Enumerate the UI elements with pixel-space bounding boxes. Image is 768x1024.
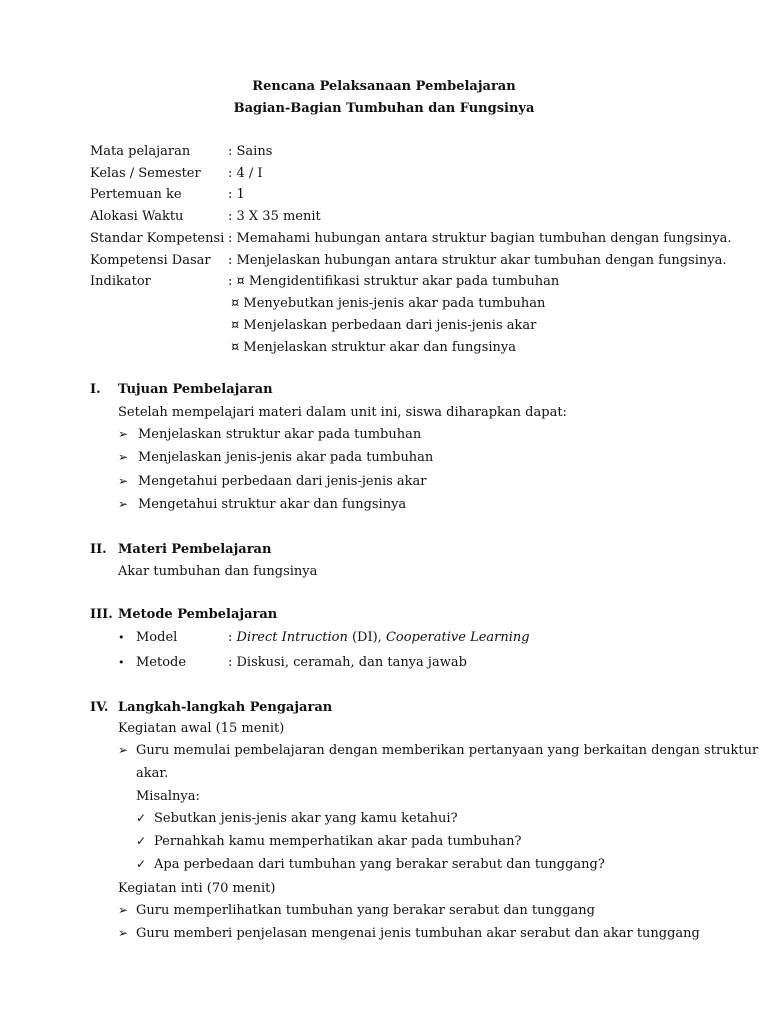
- list-item: [118, 926, 700, 942]
- list-item-text: Menjelaskan struktur akar pada tumbuhan: [138, 427, 422, 442]
- question-item: [136, 857, 605, 873]
- bullet-dot-icon: [118, 630, 125, 646]
- value-alokasi-waktu: : 3 X 35 menit: [228, 209, 321, 224]
- section-text: Akar tumbuhan dan fungsinya: [118, 564, 318, 579]
- question-item: [136, 834, 521, 850]
- checkmark-icon: ✓: [136, 857, 147, 871]
- section-heading: Tujuan Pembelajaran: [118, 382, 273, 397]
- document-subtitle: Bagian-Bagian Tumbuhan dan Fungsinya: [233, 101, 535, 116]
- arrow-bullet-icon: ➢: [118, 743, 129, 757]
- section-heading: Materi Pembelajaran: [118, 542, 272, 557]
- list-item-text: Mengetahui perbedaan dari jenis-jenis akar: [138, 474, 427, 489]
- list-item-text: Guru memulai pembelajaran dengan memberikan pertanyaan yang berkaitan dengan struktur: [136, 743, 759, 758]
- question-text: Apa perbedaan dari tumbuhan yang berakar serabut dan tunggang?: [154, 857, 605, 872]
- model-name-di: Direct Intruction: [236, 630, 348, 645]
- question-text: Pernahkah kamu memperhatikan akar pada tumbuhan?: [154, 834, 522, 849]
- arrow-bullet-icon: ➢: [118, 474, 129, 488]
- method-label-model: Model: [136, 630, 178, 645]
- indikator-item: : ¤ Mengidentifikasi struktur akar pada tumbuhan: [228, 274, 560, 289]
- bullet-dot-icon: [118, 655, 125, 671]
- model-name-cooperative: Cooperative Learning: [385, 630, 530, 645]
- section-number: III.: [90, 607, 113, 622]
- arrow-bullet-icon: ➢: [118, 427, 129, 441]
- label-pertemuan: Pertemuan ke: [90, 187, 182, 202]
- value-kompetensi-dasar: : Menjelaskan hubungan antara struktur akar tumbuhan dengan fungsinya.: [228, 253, 727, 268]
- label-indikator: Indikator: [90, 274, 151, 289]
- list-item: [118, 427, 421, 443]
- method-label-metode: Metode: [136, 655, 187, 670]
- section-heading: Langkah-langkah Pengajaran: [118, 700, 333, 715]
- misalnya-label: Misalnya:: [136, 789, 200, 804]
- label-standar-kompetensi: Standar Kompetensi: [90, 231, 225, 246]
- value-standar-kompetensi: : Memahami hubungan antara struktur bagian tumbuhan dengan fungsinya.: [228, 231, 732, 246]
- method-value-metode: : Diskusi, ceramah, dan tanya jawab: [228, 655, 467, 670]
- colon: :: [228, 630, 237, 645]
- question-text: Sebutkan jenis-jenis akar yang kamu ketahui?: [154, 811, 458, 826]
- indikator-item: ¤ Menjelaskan perbedaan dari jenis-jenis akar: [231, 318, 537, 333]
- label-alokasi-waktu: Alokasi Waktu: [90, 209, 184, 224]
- list-item-text: Guru memberi penjelasan mengenai jenis tumbuhan akar serabut dan akar tunggang: [136, 926, 700, 941]
- kegiatan-awal-title: Kegiatan awal (15 menit): [118, 721, 285, 736]
- section-intro: Setelah mempelajari materi dalam unit ini, siswa diharapkan dapat:: [118, 405, 567, 420]
- checkmark-icon: ✓: [136, 834, 147, 848]
- section-number: I.: [90, 382, 101, 397]
- arrow-bullet-icon: ➢: [118, 450, 129, 464]
- bullet-glyph: •: [118, 656, 125, 669]
- model-separator: (DI),: [347, 630, 386, 645]
- list-item-text: Mengetahui struktur akar dan fungsinya: [138, 497, 407, 512]
- arrow-bullet-icon: ➢: [118, 926, 129, 940]
- list-item-text: Guru memperlihatkan tumbuhan yang berakar serabut dan tunggang: [136, 903, 595, 918]
- arrow-bullet-icon: ➢: [118, 903, 129, 917]
- list-item: [118, 474, 427, 490]
- value-pertemuan: : 1: [228, 187, 245, 202]
- document-title: Rencana Pelaksanaan Pembelajaran: [252, 79, 516, 94]
- indikator-item: ¤ Menjelaskan struktur akar dan fungsinya: [231, 340, 516, 355]
- section-heading: Metode Pembelajaran: [118, 607, 278, 622]
- value-kelas-semester: : 4 / I: [228, 166, 263, 181]
- bullet-glyph: •: [118, 631, 125, 644]
- list-item: [118, 450, 433, 466]
- question-item: [136, 811, 458, 827]
- arrow-bullet-icon: ➢: [118, 497, 129, 511]
- checkmark-icon: ✓: [136, 811, 147, 825]
- label-kompetensi-dasar: Kompetensi Dasar: [90, 253, 211, 268]
- method-value-model: [228, 630, 530, 646]
- list-item-continuation: akar.: [136, 766, 169, 781]
- section-number: II.: [90, 542, 107, 557]
- list-item-text: Menjelaskan jenis-jenis akar pada tumbuhan: [138, 450, 434, 465]
- list-item: [118, 903, 595, 919]
- label-kelas-semester: Kelas / Semester: [90, 166, 201, 181]
- value-mata-pelajaran: : Sains: [228, 144, 273, 159]
- indikator-item: ¤ Menyebutkan jenis-jenis akar pada tumbuhan: [231, 296, 546, 311]
- label-mata-pelajaran: Mata pelajaran: [90, 144, 191, 159]
- section-number: IV.: [90, 700, 109, 715]
- list-item: [118, 743, 758, 759]
- list-item: [118, 497, 406, 513]
- kegiatan-inti-title: Kegiatan inti (70 menit): [118, 881, 276, 896]
